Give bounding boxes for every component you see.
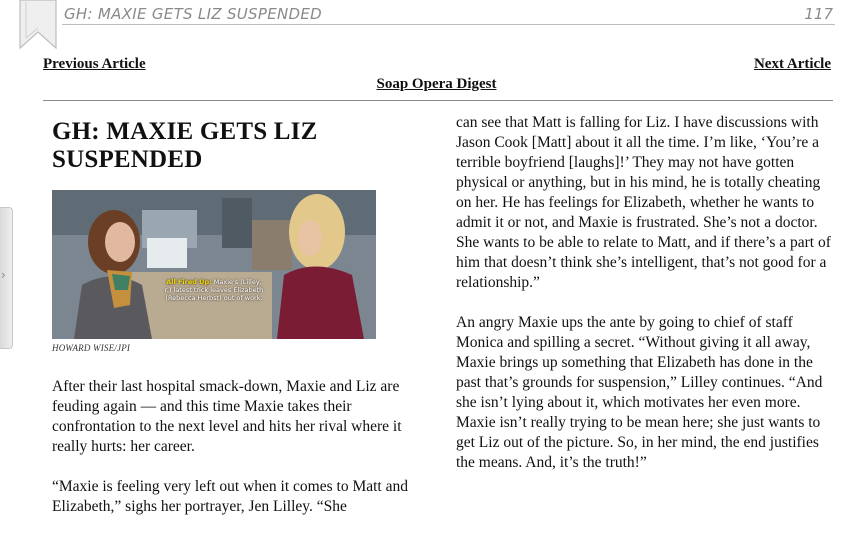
article-photo (52, 190, 376, 339)
header-divider (62, 24, 835, 25)
paragraph: An angry Maxie ups the ante by going to chief of staff Monica and spilling a secret. “Without giving it all away, Maxie brings up something that Elizabeth has done in the past that’s grounds for suspension,” Lilley continues. “And she isn’t lying about it, which motivates her even more. Maxie isn’t really trying to be mean here; she just wants to get Liz out of the picture. So, in her mind, the end justifies the means. And, it’s the truth!” (456, 314, 823, 471)
overlay-label: All Fired Up: (166, 278, 212, 286)
overlay-text: Maxie's (Lilley, r.) latest trick leaves Elizabeth (Rebecca Herbst) out of work. (164, 278, 264, 302)
page-number: 117 (804, 5, 833, 23)
right-column (456, 113, 834, 473)
paragraph: After their last hospital smack-down, Maxie and Liz are feuding again — and this time Maxie takes their confrontation to the next level and hits her rival where it really hurts: her career. (52, 378, 402, 455)
previous-article-link[interactable]: Previous Article (43, 56, 146, 72)
content-divider (43, 100, 833, 101)
photo-overlay-caption (162, 278, 266, 302)
source-link[interactable]: Soap Opera Digest (376, 76, 497, 92)
source-publication (0, 76, 857, 93)
article-title: GH: MAXIE GETS LIZ SUSPENDED (52, 118, 318, 173)
book-title: GH: MAXIE GETS LIZ SUSPENDED (64, 5, 322, 23)
paragraph: can see that Matt is falling for Liz. I have discussions with Jason Cook [Matt] about it all the time. I’m like, ‘You’re a terrible boyfriend [laughs]!’ They may not have gotten physical or anything, but in his mind, he is totally cheating on her. He has feelings for Elizabeth, whether he wants to admit it or not, and Maxie is frustrated. She’s not a doctor. She wants to be able to relate to Matt, and if there’s a part of him that doesn’t think she’s intelligent, that’s not good for a relationship.” (456, 114, 831, 291)
side-panel-handle[interactable] (0, 207, 13, 349)
photo-illustration (52, 190, 376, 339)
bookmark-icon[interactable] (18, 0, 58, 50)
left-column (52, 118, 420, 517)
chevron-right-icon: › (1, 268, 6, 282)
paragraph: “Maxie is feeling very left out when it comes to Matt and Elizabeth,” sighs her portrayer, Jen Lilley. “She (52, 478, 408, 515)
photo-credit: HOWARD WISE/JPI (52, 343, 131, 353)
next-article-link[interactable]: Next Article (753, 56, 831, 72)
